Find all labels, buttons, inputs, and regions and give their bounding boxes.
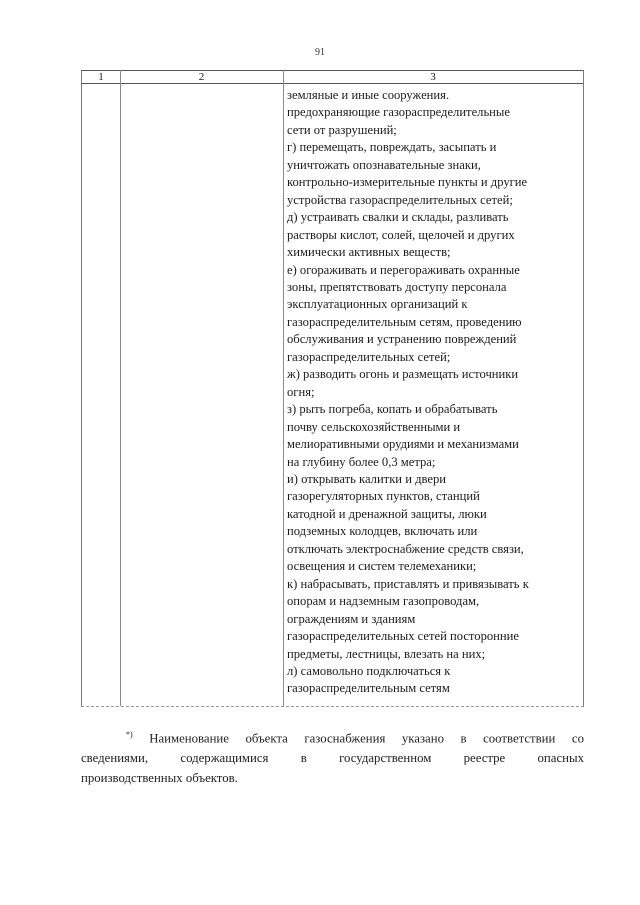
text-line: и) открывать калитки и двери xyxy=(287,471,446,486)
footnote-line-3: производственных объектов. xyxy=(81,771,238,786)
footnote xyxy=(81,725,584,788)
header-cell-2: 2 xyxy=(198,71,205,83)
text-line: освещения и систем телемеханики; xyxy=(287,559,477,574)
footnote-text-1: Наименование объекта газоснабжения указано в соответствии со xyxy=(149,731,584,746)
text-line: л) самовольно подключаться к xyxy=(287,663,451,678)
text-line: газорегуляторных пунктов, станций xyxy=(287,489,480,504)
text-line: уничтожать опознавательные знаки, xyxy=(287,157,481,172)
text-line: газораспределительных сетей посторонние xyxy=(287,629,519,644)
text-line: ограждениям и зданиям xyxy=(287,611,416,626)
header-cell-3: 3 xyxy=(430,71,436,83)
text-line: эксплуатационных организаций к xyxy=(287,297,468,312)
text-line: устройства газораспределительных сетей; xyxy=(287,192,513,207)
footnote-line-2: сведениями, содержащимися в государственном реестре опасных xyxy=(81,751,584,766)
text-line: д) устраивать свалки и склады, разливать xyxy=(287,210,509,225)
text-line: земляные и иные сооружения. xyxy=(287,88,450,102)
text-line: почву сельскохозяйственными и xyxy=(287,419,461,434)
text-line: предохраняющие газораспределительные xyxy=(287,105,510,120)
text-line: подземных колодцев, включать или xyxy=(287,524,478,539)
column-divider-1 xyxy=(120,70,121,706)
text-line: газораспределительным сетям xyxy=(287,681,450,696)
text-line: з) рыть погреба, копать и обрабатывать xyxy=(287,402,498,417)
text-line: к) набрасывать, приставлять и привязывать к xyxy=(287,576,529,591)
table-cell-column-3 xyxy=(287,87,583,698)
text-line: предметы, лестницы, влезать на них; xyxy=(287,646,486,661)
text-line: газораспределительных сетей; xyxy=(287,349,451,364)
text-line: газораспределительным сетям, проведению xyxy=(287,314,522,329)
column-divider-2 xyxy=(283,70,284,706)
text-line: растворы кислот, солей, щелочей и других xyxy=(287,227,515,242)
text-line: контрольно-измерительные пункты и другие xyxy=(287,175,528,190)
text-line: химически активных веществ; xyxy=(287,245,451,260)
text-line: на глубину более 0,3 метра; xyxy=(287,454,436,469)
page-number: 91 xyxy=(315,47,325,58)
table-header-row xyxy=(82,70,583,84)
text-line: ж) разводить огонь и размещать источники xyxy=(287,367,519,382)
requirements-table xyxy=(81,70,584,707)
text-line: е) огораживать и перегораживать охранные xyxy=(287,262,520,277)
footnote-marker: *) xyxy=(126,730,133,739)
text-line: обслуживания и устранению повреждений xyxy=(287,332,517,347)
text-line: зоны, препятствовать доступу персонала xyxy=(287,279,507,294)
text-line: г) перемещать, повреждать, засыпать и xyxy=(287,140,497,155)
text-line: опорам и надземным газопроводам, xyxy=(287,594,480,609)
text-line: катодной и дренажной защиты, люки xyxy=(287,506,487,521)
text-line: огня; xyxy=(287,384,315,399)
text-line: мелиоративными орудиями и механизмами xyxy=(287,437,519,452)
text-line: сети от разрушений; xyxy=(287,122,397,137)
footnote-line-1 xyxy=(81,725,584,748)
header-cell-1: 1 xyxy=(98,71,104,83)
text-line: отключать электроснабжение средств связи, xyxy=(287,541,524,556)
